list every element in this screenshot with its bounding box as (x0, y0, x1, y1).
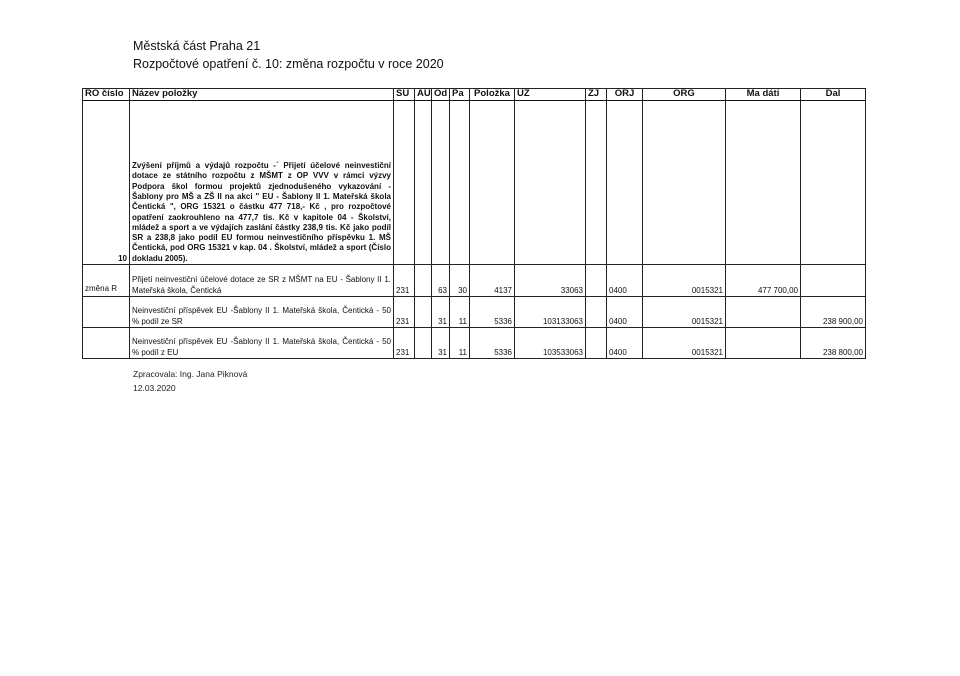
col-header-ro-cislo: RO číslo (83, 89, 130, 101)
row-zj (586, 297, 607, 328)
col-header-su: SU (394, 89, 415, 101)
row-org: 0015321 (643, 328, 726, 359)
document-date: 12.03.2020 (133, 383, 176, 393)
row-orj: 0400 (607, 297, 643, 328)
col-header-pa: Pa (450, 89, 470, 101)
empty-cell (726, 101, 801, 265)
empty-cell (450, 101, 470, 265)
row-su: 231 (394, 297, 415, 328)
row-nazev: Přijetí neinvestiční účelové dotace ze SR z MŠMT na EU - Šablony II 1. Mateřská škola, Čentická (130, 265, 394, 297)
row-ro-cislo: změna R (83, 265, 130, 297)
empty-cell (470, 101, 515, 265)
row-org: 0015321 (643, 265, 726, 297)
row-pa: 30 (450, 265, 470, 297)
col-header-org: ORG (643, 89, 726, 101)
row-ma-dati (726, 328, 801, 359)
empty-cell (394, 101, 415, 265)
empty-cell (586, 101, 607, 265)
table-row-main (83, 101, 866, 265)
row-nazev: Neinvestiční příspěvek EU -Šablony II 1. Mateřská škola, Čentická - 50 % podíl ze SR (130, 297, 394, 328)
row-uz: 33063 (515, 265, 586, 297)
col-header-zj: ZJ (586, 89, 607, 101)
empty-cell (801, 101, 866, 265)
row-ma-dati: 477 700,00 (726, 265, 801, 297)
table-row (83, 328, 866, 359)
row-zj (586, 328, 607, 359)
row-polozka: 5336 (470, 297, 515, 328)
row-pa: 11 (450, 328, 470, 359)
row-ro-cislo (83, 328, 130, 359)
row-au (415, 265, 432, 297)
row-dal (801, 265, 866, 297)
document-title: Rozpočtové opatření č. 10: změna rozpočtu v roce 2020 (133, 57, 444, 71)
col-header-polozka: Položka (470, 89, 515, 101)
row-nazev: Neinvestiční příspěvek EU -Šablony II 1. Mateřská škola, Čentická - 50 % podíl z EU (130, 328, 394, 359)
col-header-nazev: Název položky (130, 89, 394, 101)
empty-cell (515, 101, 586, 265)
row-ma-dati (726, 297, 801, 328)
row-orj: 0400 (607, 328, 643, 359)
prepared-by: Zpracovala: Ing. Jana Piknová (133, 369, 248, 379)
row-uz: 103133063 (515, 297, 586, 328)
row-au (415, 328, 432, 359)
row-au (415, 297, 432, 328)
empty-cell (415, 101, 432, 265)
col-header-od: Od (432, 89, 450, 101)
row-uz: 103533063 (515, 328, 586, 359)
row-su: 231 (394, 328, 415, 359)
organization-name: Městská část Praha 21 (133, 39, 261, 53)
row-polozka: 5336 (470, 328, 515, 359)
row-od: 31 (432, 297, 450, 328)
row-ro-cislo (83, 297, 130, 328)
row-zj (586, 265, 607, 297)
row-od: 31 (432, 328, 450, 359)
row-dal: 238 900,00 (801, 297, 866, 328)
row-pa: 11 (450, 297, 470, 328)
col-header-uz: UZ (515, 89, 586, 101)
table-row (83, 265, 866, 297)
row-dal: 238 800,00 (801, 328, 866, 359)
col-header-ma-dati: Ma dáti (726, 89, 801, 101)
col-header-au: AU (415, 89, 432, 101)
empty-cell (607, 101, 643, 265)
row-od: 63 (432, 265, 450, 297)
row-orj: 0400 (607, 265, 643, 297)
budget-table (82, 88, 866, 359)
row-su: 231 (394, 265, 415, 297)
main-description: Zvýšení příjmů a výdajů rozpočtu -´ Přijetí účelové neinvestiční dotace ze státního rozpočtu z MŠMT z OP VVV v rámci výzvy Podpora škol formou projektů zjednodušeného vykazování - Šablony pro MŠ a ZŠ II na akci " EU - Šablony II 1. Mateřská škola Čentická ", ORG 15321 o částku 477 718,- Kč , pro rozpočtové opatření zaokrouhleno na 477,7 tis. Kč v kapitole 04 - Školství, mládež a sport a ve výdajích zaslání částky 238,9 tis. Kč jako podíl SR a 238,8 jako podíl EU formou neinvestičního příspěvku 1. MŠ Čentická, pod ORG 15321 v kap. 04 . Školství, mládež a sport (Číslo dokladu 2005). (130, 101, 394, 265)
col-header-orj: ORJ (607, 89, 643, 101)
row-polozka: 4137 (470, 265, 515, 297)
empty-cell (432, 101, 450, 265)
table-header-row (83, 89, 866, 101)
row-org: 0015321 (643, 297, 726, 328)
empty-cell (643, 101, 726, 265)
table-row (83, 297, 866, 328)
ro-number: 10 (83, 101, 130, 265)
col-header-dal: Dal (801, 89, 866, 101)
